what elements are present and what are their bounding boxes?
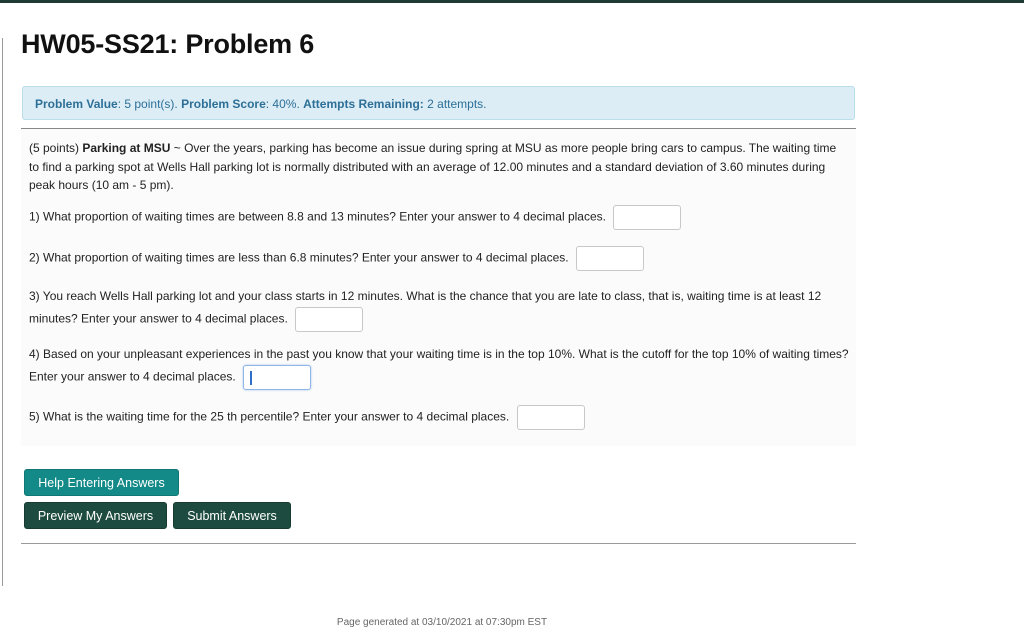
answer-2-input[interactable] bbox=[576, 246, 644, 271]
preview-answers-button[interactable]: Preview My Answers bbox=[24, 502, 167, 529]
question-3 bbox=[29, 285, 849, 332]
problem-heading: Parking at MSU bbox=[82, 141, 171, 155]
problem-score-label: Problem Score bbox=[181, 97, 266, 111]
problem-body bbox=[21, 128, 856, 446]
answer-1-input[interactable] bbox=[613, 205, 681, 230]
submit-answers-button[interactable]: Submit Answers bbox=[173, 502, 291, 529]
question-3-text: 3) You reach Wells Hall parking lot and your class starts in 12 minutes. What is the chance that you are late to class, that is, waiting time is at least 12 minutes? Enter your answer to 4 decimal places. bbox=[29, 289, 822, 326]
page-generated-footer: Page generated at 03/10/2021 at 07:30pm EST bbox=[336, 617, 548, 628]
problem-status-banner bbox=[22, 86, 855, 120]
question-5-text: 5) What is the waiting time for the 25 th percentile? Enter your answer to 4 decimal places. bbox=[29, 409, 510, 424]
attempts-remaining: 2 attempts. bbox=[423, 97, 487, 111]
question-1-text: 1) What proportion of waiting times are between 8.8 and 13 minutes? Enter your answer to 4 decimal places. bbox=[29, 209, 606, 224]
question-4-text: 4) Based on your unpleasant experiences in the past you know that your waiting time is in the top 10%. What is the cutoff for the top 10% of waiting times? Enter your answer to 4 decimal places. bbox=[29, 347, 849, 384]
problem-score: : 40%. bbox=[265, 97, 304, 111]
bottom-divider bbox=[21, 543, 856, 544]
problem-value-label: Problem Value bbox=[35, 97, 118, 111]
question-5 bbox=[29, 405, 849, 430]
left-border bbox=[2, 38, 3, 586]
answer-4-input[interactable] bbox=[243, 365, 311, 390]
top-bar bbox=[0, 0, 1024, 3]
question-2-text: 2) What proportion of waiting times are less than 6.8 minutes? Enter your answer to 4 decimal places. bbox=[29, 250, 569, 265]
answer-5-input[interactable] bbox=[517, 405, 585, 430]
attempts-remaining-label: Attempts Remaining: bbox=[303, 97, 424, 111]
problem-intro-text: ~ Over the years, parking has become an issue during spring at MSU as more people bring cars to campus. The waiting time to find a parking spot at Wells Hall parking lot is normally distributed with an average of 12.00 minutes and a standard deviation of 3.60 minutes during peak hours (10 am - 5 pm). bbox=[29, 141, 837, 192]
page-title: HW05-SS21: Problem 6 bbox=[21, 29, 315, 59]
question-1 bbox=[29, 205, 849, 230]
help-entering-answers-button[interactable]: Help Entering Answers bbox=[24, 469, 179, 496]
question-2 bbox=[29, 246, 849, 271]
problem-intro bbox=[29, 139, 849, 195]
text-cursor bbox=[250, 371, 252, 385]
answer-3-input[interactable] bbox=[295, 307, 363, 332]
question-4 bbox=[29, 343, 849, 390]
problem-points: (5 points) bbox=[29, 141, 83, 155]
problem-value: : 5 point(s). bbox=[117, 97, 182, 111]
